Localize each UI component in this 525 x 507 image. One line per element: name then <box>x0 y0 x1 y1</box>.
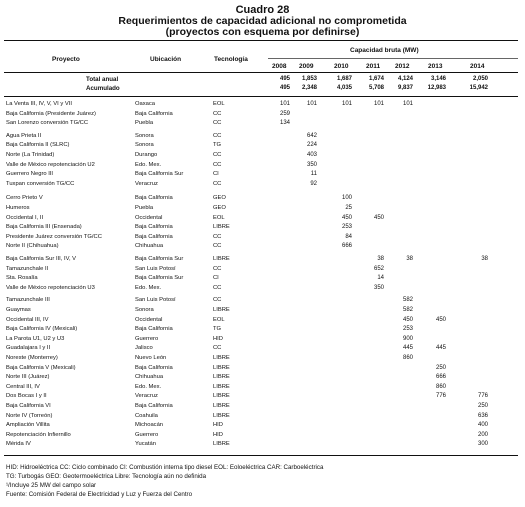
totals-value: 12,983 <box>427 85 446 91</box>
project-technology: LIBRE <box>213 383 230 390</box>
project-location: Guerrero <box>135 431 159 438</box>
totals-value: 4,124 <box>397 76 413 82</box>
capacity-value: 101 <box>402 101 413 107</box>
project-location: Baja California <box>135 403 173 409</box>
capacity-value: 250 <box>477 403 488 409</box>
capacity-value: 134 <box>279 120 290 127</box>
project-location: Baja California <box>135 110 173 117</box>
footnotes <box>6 463 323 499</box>
capacity-value: 14 <box>377 275 384 282</box>
project-name: Baja California IV (Mexicali) <box>6 326 78 333</box>
capacity-value: 776 <box>477 393 488 400</box>
year-2013: 2013 <box>428 63 443 70</box>
capacity-value: 350 <box>306 161 317 168</box>
year-2011: 2011 <box>366 63 381 70</box>
year-2009: 2009 <box>299 63 314 70</box>
capacity-value: 450 <box>435 316 446 323</box>
capacity-value: 101 <box>306 101 317 107</box>
project-location: San Luis Potosí <box>135 265 176 272</box>
project-technology: CC <box>213 180 222 187</box>
project-name: Tamazunchale II <box>6 265 49 272</box>
project-location: Edo. Mex. <box>135 383 162 390</box>
project-location: Baja California Sur <box>135 171 184 178</box>
project-name: Baja California II (SLRC) <box>6 142 70 149</box>
project-location: Coahuila <box>135 412 158 419</box>
footnote-abbreviations-1: HID: Hidroeléctrica CC: Ciclo combinado CI: Combustión interna tipo diesel EOL: Eoloeléctrica CAR: Carboeléctrica <box>6 464 324 471</box>
project-name: Mérida IV <box>6 441 31 448</box>
capacity-value: 300 <box>477 441 488 448</box>
project-location: Guerrero <box>135 335 159 342</box>
totals-value: 5,708 <box>368 85 384 91</box>
project-location: Baja California Sur <box>135 256 184 262</box>
project-location: Yucatán <box>135 441 156 448</box>
capacity-value: 38 <box>377 256 384 262</box>
capacity-value: 101 <box>373 101 384 107</box>
project-name: Ampliación Villita <box>6 422 50 429</box>
project-technology: GEO <box>213 205 226 211</box>
project-location: Michoacán <box>135 422 164 429</box>
capacity-value: 200 <box>477 431 488 438</box>
header-technology: Tecnología <box>214 56 248 63</box>
capacity-value: 666 <box>341 243 352 250</box>
project-name: Tamazunchale III <box>6 297 50 304</box>
header-project: Proyecto <box>52 56 80 63</box>
footnote-source: Fuente: Comisión Federal de Electricidad y Luz y Fuerza del Centro <box>6 491 193 498</box>
project-location: Baja California <box>135 364 173 371</box>
capacity-value: 636 <box>477 412 488 419</box>
capacity-value: 38 <box>406 256 413 262</box>
totals-value: 1,687 <box>336 76 352 82</box>
project-location: Edo. Mex. <box>135 161 162 168</box>
capacity-value: 450 <box>402 316 413 323</box>
project-name: San Lorenzo conversión TG/CC <box>6 120 89 127</box>
year-2012: 2012 <box>395 63 410 70</box>
capacity-value: 652 <box>373 265 384 272</box>
project-technology: LIBRE <box>213 374 230 381</box>
capacity-value: 642 <box>306 132 317 139</box>
capacity-value: 101 <box>279 101 290 107</box>
project-technology: LIBRE <box>213 403 230 409</box>
capacity-value: 403 <box>306 152 317 158</box>
project-name: Agua Prieta II <box>6 132 42 139</box>
project-location: Chihuahua <box>135 374 164 381</box>
totals-value: 9,837 <box>397 85 413 91</box>
project-name: Baja California V (Mexicali) <box>6 364 76 371</box>
project-technology: CC <box>213 132 222 139</box>
project-name: Norte (La Trinidad) <box>6 152 55 158</box>
totals-label: Acumulado <box>86 85 120 92</box>
totals-value: 3,146 <box>430 76 446 82</box>
project-technology: TG <box>213 142 222 149</box>
project-technology: LIBRE <box>213 256 230 262</box>
capacity-value: 253 <box>402 326 413 333</box>
totals-value: 15,942 <box>469 85 488 91</box>
project-name: Sta. Rosalía <box>6 275 38 282</box>
capacity-value: 860 <box>435 383 446 390</box>
project-name: Repotenciación Infiernillo <box>6 431 71 438</box>
project-technology: CI <box>213 275 219 282</box>
project-technology: HID <box>213 422 223 429</box>
project-technology: EOL <box>213 101 225 107</box>
totals-value: 2,348 <box>301 85 317 91</box>
capacity-value: 400 <box>477 422 488 429</box>
project-location: Sonora <box>135 307 154 313</box>
project-name: Norte III (Juárez) <box>6 374 50 381</box>
project-name: Valle de México repotenciación U3 <box>6 284 95 291</box>
project-technology: CC <box>213 152 222 158</box>
capacity-value: 666 <box>435 374 446 381</box>
project-location: Baja California <box>135 233 173 240</box>
project-technology: CC <box>213 345 222 352</box>
capacity-value: 11 <box>310 171 317 178</box>
project-location: Veracruz <box>135 180 158 187</box>
capacity-value: 860 <box>402 355 413 361</box>
capacity-value: 582 <box>402 297 413 304</box>
project-location: Baja California <box>135 224 173 231</box>
project-technology: HID <box>213 335 223 342</box>
top-rule <box>4 40 518 41</box>
capacity-value: 445 <box>435 345 446 352</box>
totals-value: 2,050 <box>472 76 488 82</box>
project-location: Oaxaca <box>135 101 155 107</box>
project-location: San Luis Potosí <box>135 297 176 304</box>
capacity-value: 582 <box>402 307 413 313</box>
totals-value: 4,035 <box>336 85 352 91</box>
project-location: Occidental <box>135 316 163 323</box>
table-title: Cuadro 28 <box>235 4 290 16</box>
capacity-value: 25 <box>345 205 352 211</box>
capacity-value: 84 <box>345 233 352 240</box>
project-name: Dos Bocas I y II <box>6 393 47 400</box>
project-name: Baja California VI <box>6 403 51 409</box>
project-location: Jalisco <box>135 345 153 352</box>
project-name: Baja California Sur III, IV, V <box>6 256 77 262</box>
capacity-value: 445 <box>402 345 413 352</box>
capacity-value: 101 <box>341 101 352 107</box>
project-technology: LIBRE <box>213 364 230 371</box>
totals-value: 1,853 <box>301 76 317 82</box>
totals-value: 1,674 <box>368 76 384 82</box>
project-name: Noreste (Monterrey) <box>6 355 58 361</box>
project-location: Durango <box>135 152 158 158</box>
project-technology: CC <box>213 243 222 250</box>
capacity-value: 350 <box>373 284 384 291</box>
project-technology: LIBRE <box>213 355 230 361</box>
capacity-value: 250 <box>435 364 446 371</box>
project-technology: LIBRE <box>213 412 230 419</box>
capacity-value: 38 <box>481 256 488 262</box>
capacity-rule <box>268 58 518 59</box>
project-location: Baja California <box>135 326 173 333</box>
project-location: Puebla <box>135 120 154 127</box>
project-location: Baja California <box>135 195 173 202</box>
project-technology: CC <box>213 233 222 240</box>
capacity-value: 900 <box>402 335 413 342</box>
project-name: Baja California III (Ensenada) <box>6 224 82 231</box>
project-name: Occidental I, II <box>6 214 44 221</box>
project-technology: LIBRE <box>213 307 230 313</box>
capacity-value: 224 <box>306 142 317 149</box>
project-location: Veracruz <box>135 393 158 400</box>
project-technology: CC <box>213 265 222 272</box>
project-name: Guerrero Negro III <box>6 171 54 178</box>
project-name: Baja California (Presidente Juárez) <box>6 110 96 117</box>
project-location: Sonora <box>135 132 154 139</box>
project-location: Sonora <box>135 142 154 149</box>
project-name: La Venta III, IV, V, VI y VII <box>6 101 72 107</box>
project-location: Baja California Sur <box>135 275 184 282</box>
project-name: La Parota U1, U2 y U3 <box>6 335 65 342</box>
project-location: Nuevo León <box>135 355 167 361</box>
project-technology: TG <box>213 326 222 333</box>
project-name: Valle de México repotenciación U2 <box>6 161 95 168</box>
project-location: Puebla <box>135 205 154 211</box>
project-name: Humeros <box>6 205 30 211</box>
totals-label: Total anual <box>86 76 119 83</box>
project-technology: LIBRE <box>213 441 230 448</box>
project-name: Norte IV (Torreón) <box>6 412 53 419</box>
project-technology: EOL <box>213 214 225 221</box>
year-2014: 2014 <box>470 63 485 70</box>
project-location: Chihuahua <box>135 243 164 250</box>
capacity-value: 776 <box>435 393 446 400</box>
capacity-value: 100 <box>341 195 352 202</box>
project-technology: GEO <box>213 195 226 202</box>
project-name: Cerro Prieto V <box>6 195 43 202</box>
project-technology: CC <box>213 284 222 291</box>
totals-value: 495 <box>279 76 290 82</box>
year-2008: 2008 <box>272 63 287 70</box>
project-name: Tuxpan conversión TG/CC <box>6 180 75 187</box>
project-technology: CC <box>213 120 222 127</box>
header-location: Ubicación <box>150 56 182 63</box>
capacity-value: 259 <box>279 110 290 117</box>
capacity-value: 450 <box>373 214 384 221</box>
project-technology: LIBRE <box>213 393 230 400</box>
project-technology: CC <box>213 161 222 168</box>
project-name: Norte II (Chihuahua) <box>6 243 59 250</box>
capacity-value: 450 <box>341 214 352 221</box>
project-name: Guaymas <box>6 307 31 313</box>
bottom-rule <box>4 455 518 456</box>
year-2010: 2010 <box>334 63 349 70</box>
header-capacity: Capacidad bruta (MW) <box>350 47 419 54</box>
project-location: Occidental <box>135 214 163 221</box>
project-technology: EOL <box>213 316 225 323</box>
capacity-value: 92 <box>310 180 317 187</box>
footnote-abbreviations-2: TG: Turbogás GEO: Geotermoeléctrica Libre: Tecnología aún no definida <box>6 473 207 480</box>
footnote-solar: ¹/Incluye 25 MW del campo solar <box>6 482 97 489</box>
totals-rule <box>4 96 518 97</box>
project-technology: HID <box>213 431 223 438</box>
totals-value: 495 <box>279 85 290 91</box>
project-location: Edo. Mex. <box>135 284 162 291</box>
table-subtitle-2: (proyectos con esquema por definirse) <box>165 26 360 38</box>
project-name: Occidental III, IV <box>6 316 49 323</box>
capacity-value: 253 <box>341 224 352 231</box>
project-technology: CI <box>213 171 219 178</box>
project-name: Guadalajara I y II <box>6 345 51 352</box>
project-technology: LIBRE <box>213 224 230 231</box>
project-technology: CC <box>213 110 222 117</box>
project-name: Presidente Juárez conversión TG/CC <box>6 233 102 240</box>
project-technology: CC <box>213 297 222 304</box>
table-subtitle: Requerimientos de capacidad adicional no comprometida <box>118 15 407 27</box>
project-name: Central III, IV <box>6 383 40 390</box>
header-rule <box>4 72 518 73</box>
